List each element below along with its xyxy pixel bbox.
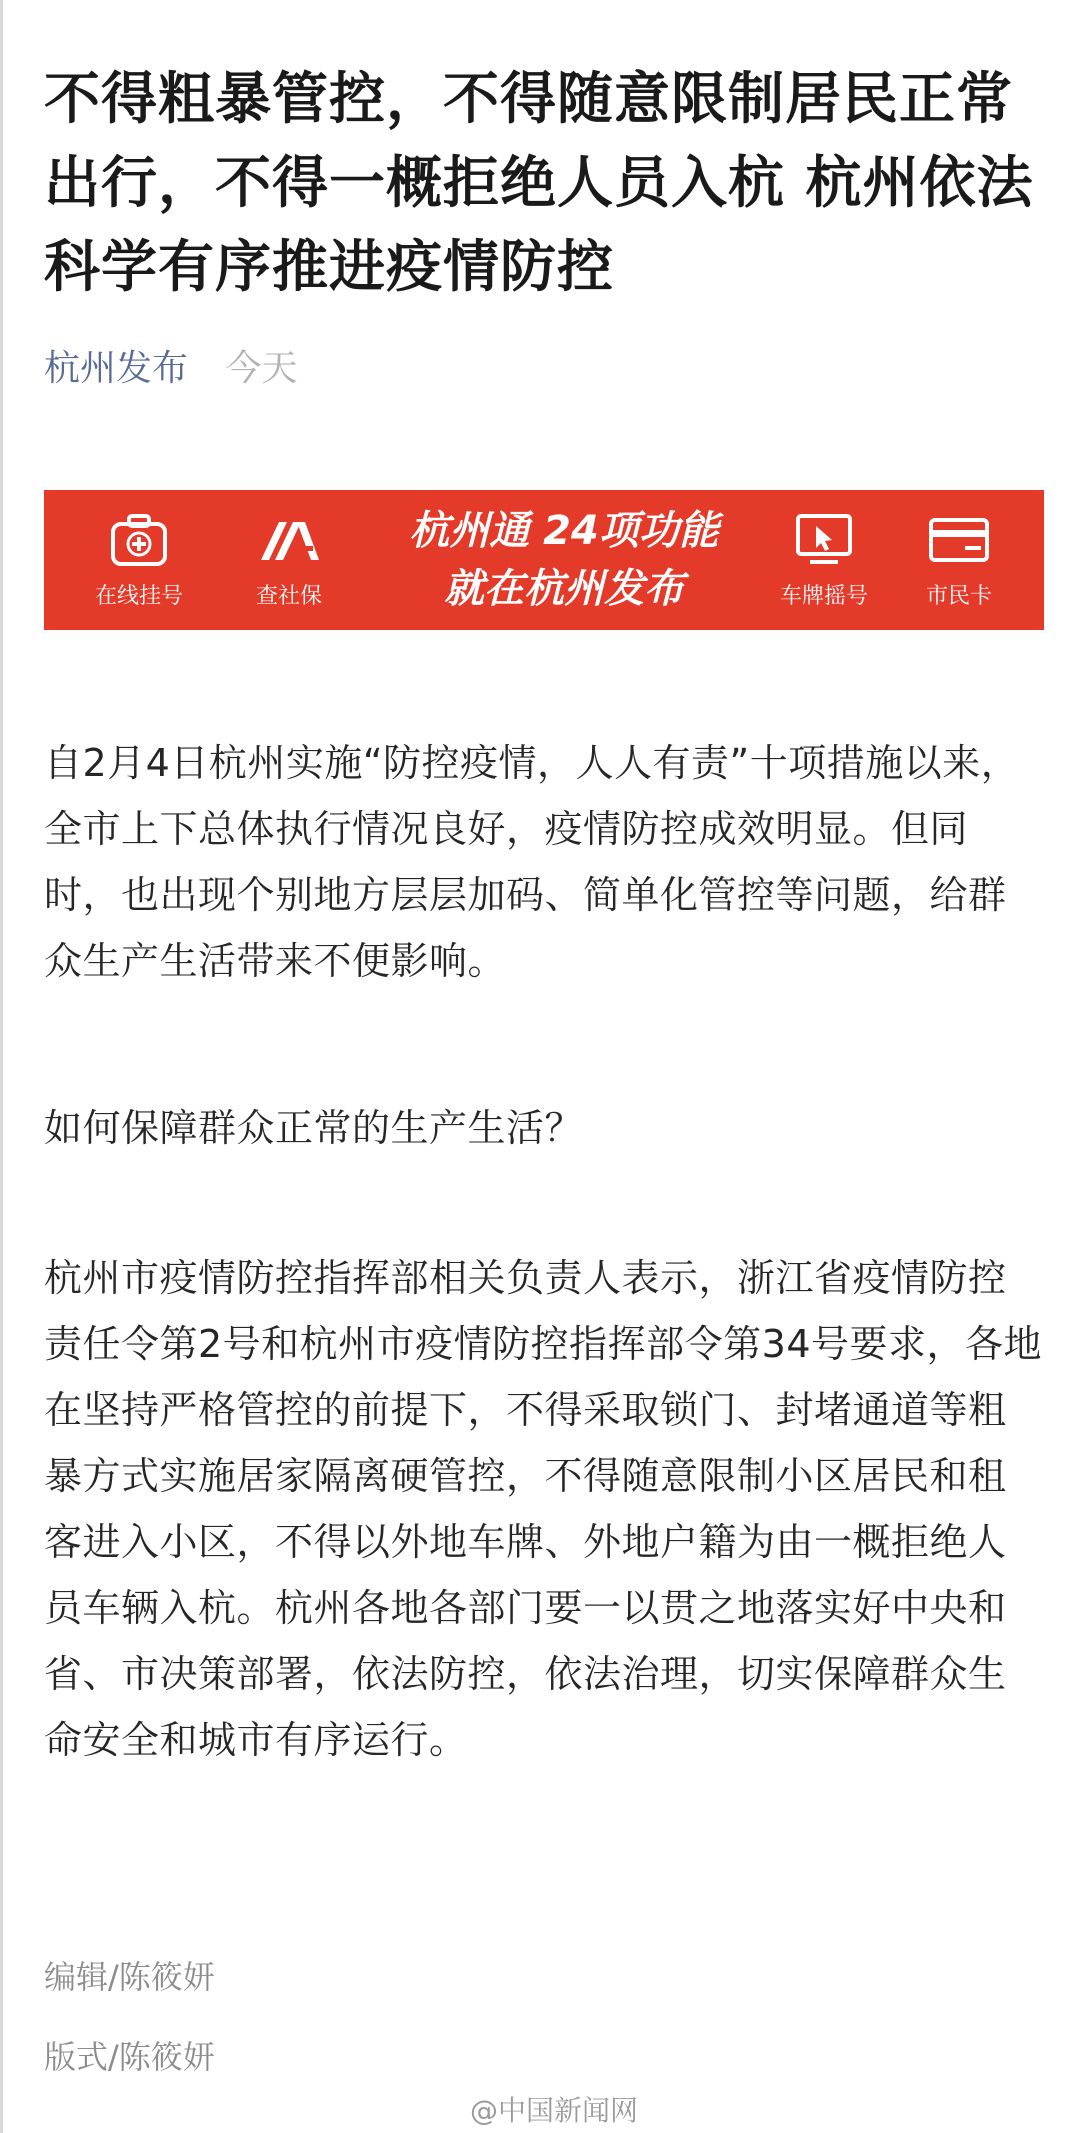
banner-slogan bbox=[344, 502, 784, 618]
social-security-logo-icon bbox=[257, 508, 321, 572]
monitor-cursor-icon bbox=[792, 508, 856, 572]
banner-item-label: 车牌摇号 bbox=[779, 584, 868, 609]
editor-credit: 编辑/陈筱妍 bbox=[44, 1958, 215, 1996]
publish-date: 今天 bbox=[225, 348, 298, 389]
promo-banner[interactable] bbox=[44, 490, 1044, 630]
body-paragraph: 自2月4日杭州实施“防控疫情，人人有责”十项措施以来，全市上下总体执行情况良好，疫情防控成效明显。但同时，也出现个别地方层层加码、简单化管控等问题，给群众生产生活带来不便影响。 bbox=[44, 741, 1020, 983]
card-icon bbox=[927, 508, 991, 572]
article-title: 不得粗暴管控，不得随意限制居民正常出行，不得一概拒绝人员入杭 杭州依法科学有序推进疫情防控 bbox=[44, 67, 1034, 300]
banner-item-label: 在线挂号 bbox=[94, 584, 183, 609]
banner-item-social-security[interactable] bbox=[224, 508, 354, 618]
medical-kit-icon bbox=[107, 508, 171, 572]
banner-item-online-registration[interactable] bbox=[74, 508, 204, 618]
banner-item-license-lottery[interactable] bbox=[759, 508, 889, 618]
body-paragraph: 杭州市疫情防控指挥部相关负责人表示，浙江省疫情防控责任令第2号和杭州市疫情防控指挥部令第34号要求，各地在坚持严格管控的前提下，不得采取锁门、封堵通道等粗暴方式实施居家隔离硬管控，不得随意限制小区居民和租客进入小区，不得以外地车牌、外地户籍为由一概拒绝人员车辆入杭。杭州各地各部门要一以贯之地落实好中央和省、市决策部署，依法防控，依法治理，切实保障群众生命安全和城市有序运行。 bbox=[44, 1256, 1043, 1762]
left-border bbox=[0, 0, 3, 2133]
watermark: @中国新闻网 bbox=[470, 2094, 639, 2127]
body-paragraph-question: 如何保障群众正常的生产生活？ bbox=[44, 1106, 584, 1150]
banner-slogan-line-1: 杭州通 24项功能 bbox=[409, 508, 719, 554]
source-account-link[interactable]: 杭州发布 bbox=[44, 348, 189, 389]
banner-item-label: 市民卡 bbox=[925, 584, 992, 609]
banner-item-label: 查社保 bbox=[255, 584, 322, 609]
banner-slogan-line-2: 就在杭州发布 bbox=[444, 566, 684, 612]
layout-credit: 版式/陈筱妍 bbox=[44, 2038, 215, 2076]
article-meta bbox=[44, 345, 297, 393]
banner-item-citizen-card[interactable] bbox=[894, 508, 1024, 618]
